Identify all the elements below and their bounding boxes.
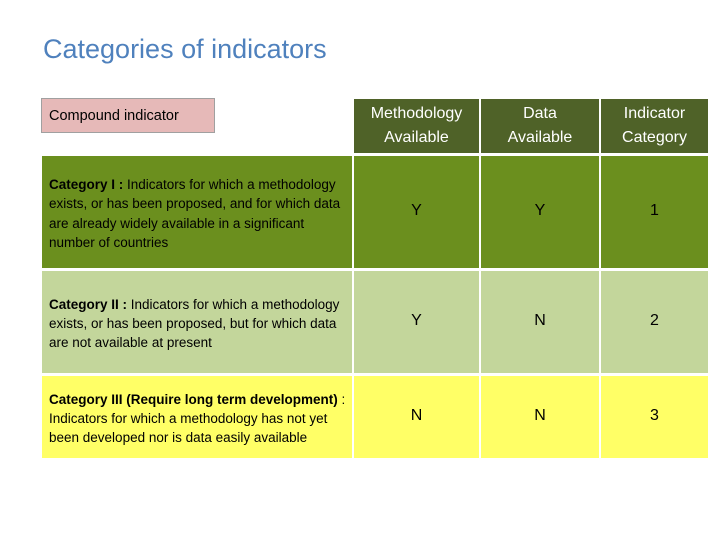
header-methodology-line1: Methodology — [370, 105, 463, 122]
header-data-line2: Available — [507, 129, 573, 146]
category-3-methodology: N — [354, 376, 479, 458]
category-2-text: Indicators for which a methodology exists, or has been proposed, but for which data are not available at present — [49, 296, 340, 351]
category-1-methodology: Y — [354, 156, 479, 268]
header-methodology-line2: Available — [384, 129, 449, 146]
category-1-data: Y — [481, 156, 599, 268]
category-3-text: : Indicators for which a methodology has not yet been developed nor is data easily available — [49, 391, 346, 446]
category-2-methodology: Y — [354, 271, 479, 373]
compound-indicator-box: Compound indicator — [41, 98, 215, 133]
category-3-data: N — [481, 376, 599, 458]
header-category-line2: Category — [622, 129, 687, 146]
category-3-description — [42, 376, 352, 458]
header-methodology-available — [354, 99, 479, 153]
category-2-label: Category II : — [49, 296, 128, 312]
slide-title: Categories of indicators — [43, 34, 327, 64]
header-category-line1: Indicator — [623, 105, 686, 122]
header-indicator-category — [601, 99, 708, 153]
category-3-category: 3 — [601, 376, 708, 458]
category-1-label: Category I : — [49, 177, 124, 193]
category-2-data: N — [481, 271, 599, 373]
header-data-available — [481, 99, 599, 153]
category-1-category: 1 — [601, 156, 708, 268]
category-1-text: Indicators for which a methodology exists, or has been proposed, and for which data are already widely available in a significant number of countries — [49, 177, 341, 250]
category-2-description — [42, 271, 352, 373]
category-1-description — [42, 156, 352, 268]
header-data-line1: Data — [523, 105, 557, 122]
category-2-category: 2 — [601, 271, 708, 373]
category-3-label: Category III (Require long term development) — [49, 391, 338, 407]
